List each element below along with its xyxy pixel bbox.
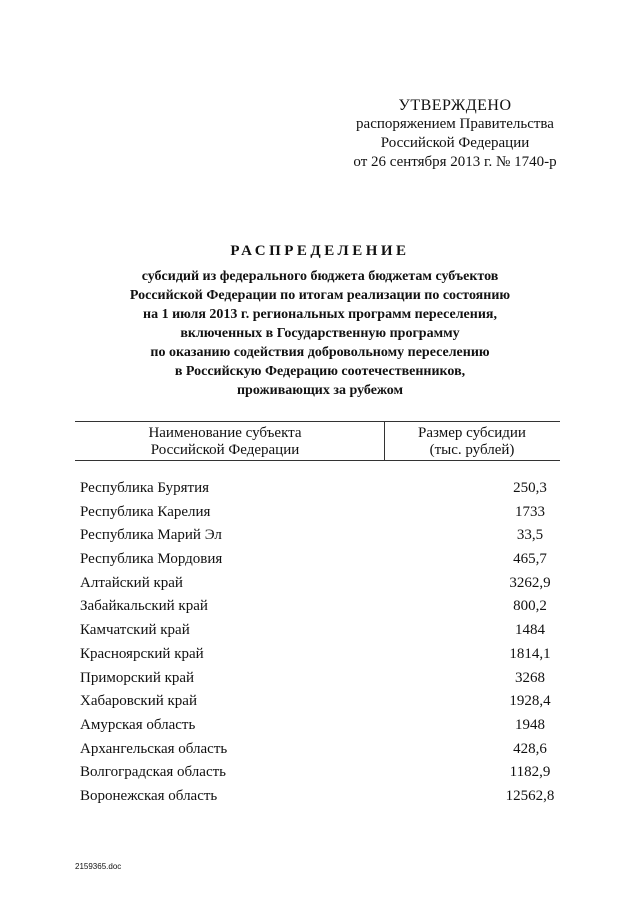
approval-line: Российской Федерации — [380, 135, 530, 151]
region-name: Приморский край — [80, 669, 195, 686]
table-row — [80, 478, 550, 502]
table-row — [80, 620, 550, 644]
subsidy-amount: 428,6 — [513, 740, 547, 757]
region-name: Архангельская область — [80, 740, 228, 757]
region-name: Республика Мордовия — [80, 551, 223, 568]
region-name: Амурская область — [80, 716, 196, 733]
subsidy-amount: 1182,9 — [509, 764, 551, 781]
approval-block — [330, 96, 580, 172]
document-title: РАСПРЕДЕЛЕНИЕ — [230, 243, 410, 259]
table-row — [80, 691, 550, 715]
region-name: Красноярский край — [80, 645, 204, 662]
region-name: Республика Марий Эл — [80, 527, 222, 544]
region-name: Волгоградская область — [80, 764, 226, 781]
subtitle-line: Российской Федерации по итогам реализации по состоянию — [129, 288, 511, 303]
table-row — [80, 715, 550, 739]
subsidy-amount: 1948 — [515, 716, 545, 733]
subsidy-amount: 1814,1 — [509, 645, 551, 662]
table-row — [80, 596, 550, 620]
subsidy-amount: 33,5 — [516, 527, 544, 544]
approval-line: распоряжением Правительства — [356, 116, 554, 132]
region-name: Воронежская область — [80, 787, 218, 804]
column-header-amount: Размер субсидии (тыс. рублей) — [418, 425, 526, 458]
subtitle-line: субсидий из федерального бюджета бюджетам субъектов — [141, 269, 499, 284]
subsidy-amount: 3262,9 — [509, 574, 551, 591]
table-top-rule — [75, 421, 560, 422]
approval-heading: УТВЕРЖДЕНО — [398, 97, 512, 114]
subsidy-amount: 1928,4 — [509, 693, 551, 710]
document-subtitle — [90, 267, 550, 400]
region-name: Республика Карелия — [80, 503, 211, 520]
table-row — [80, 644, 550, 668]
subsidy-amount: 250,3 — [513, 480, 547, 496]
subtitle-line: включенных в Государственную программу — [180, 326, 460, 341]
table-body — [80, 478, 555, 810]
subsidy-amount: 1733 — [515, 503, 545, 520]
table-row — [80, 786, 555, 810]
table-column-divider — [384, 421, 385, 461]
subsidy-amount: 12562,8 — [505, 787, 555, 804]
table-row — [80, 502, 550, 526]
region-name: Камчатский край — [80, 622, 190, 639]
region-name: Республика Бурятия — [80, 480, 210, 496]
subtitle-line: в Российскую Федерацию соотечественников, — [174, 364, 466, 379]
table-header-rule — [75, 460, 560, 461]
subtitle-line: проживающих за рубежом — [236, 383, 403, 398]
file-name: 2159365.doc — [75, 862, 122, 871]
subtitle-line: по оказанию содействия добровольному переселению — [150, 345, 490, 360]
subsidy-amount: 465,7 — [513, 551, 547, 568]
table-row — [80, 668, 550, 692]
subtitle-line: на 1 июля 2013 г. региональных программ переселения, — [143, 307, 497, 322]
column-header-name: Наименование субъекта Российской Федерации — [148, 425, 302, 458]
table-row — [80, 739, 550, 763]
region-name: Хабаровский край — [80, 693, 197, 710]
region-name: Алтайский край — [80, 574, 183, 591]
table-row — [80, 573, 550, 597]
table-row — [80, 525, 550, 549]
subsidy-amount: 800,2 — [513, 598, 547, 615]
subsidy-amount: 1484 — [515, 622, 545, 639]
table-row — [80, 762, 550, 786]
approval-line: от 26 сентября 2013 г. № 1740-р — [353, 154, 557, 170]
subsidy-amount: 3268 — [515, 669, 545, 686]
region-name: Забайкальский край — [80, 598, 208, 615]
table-row — [80, 549, 550, 573]
